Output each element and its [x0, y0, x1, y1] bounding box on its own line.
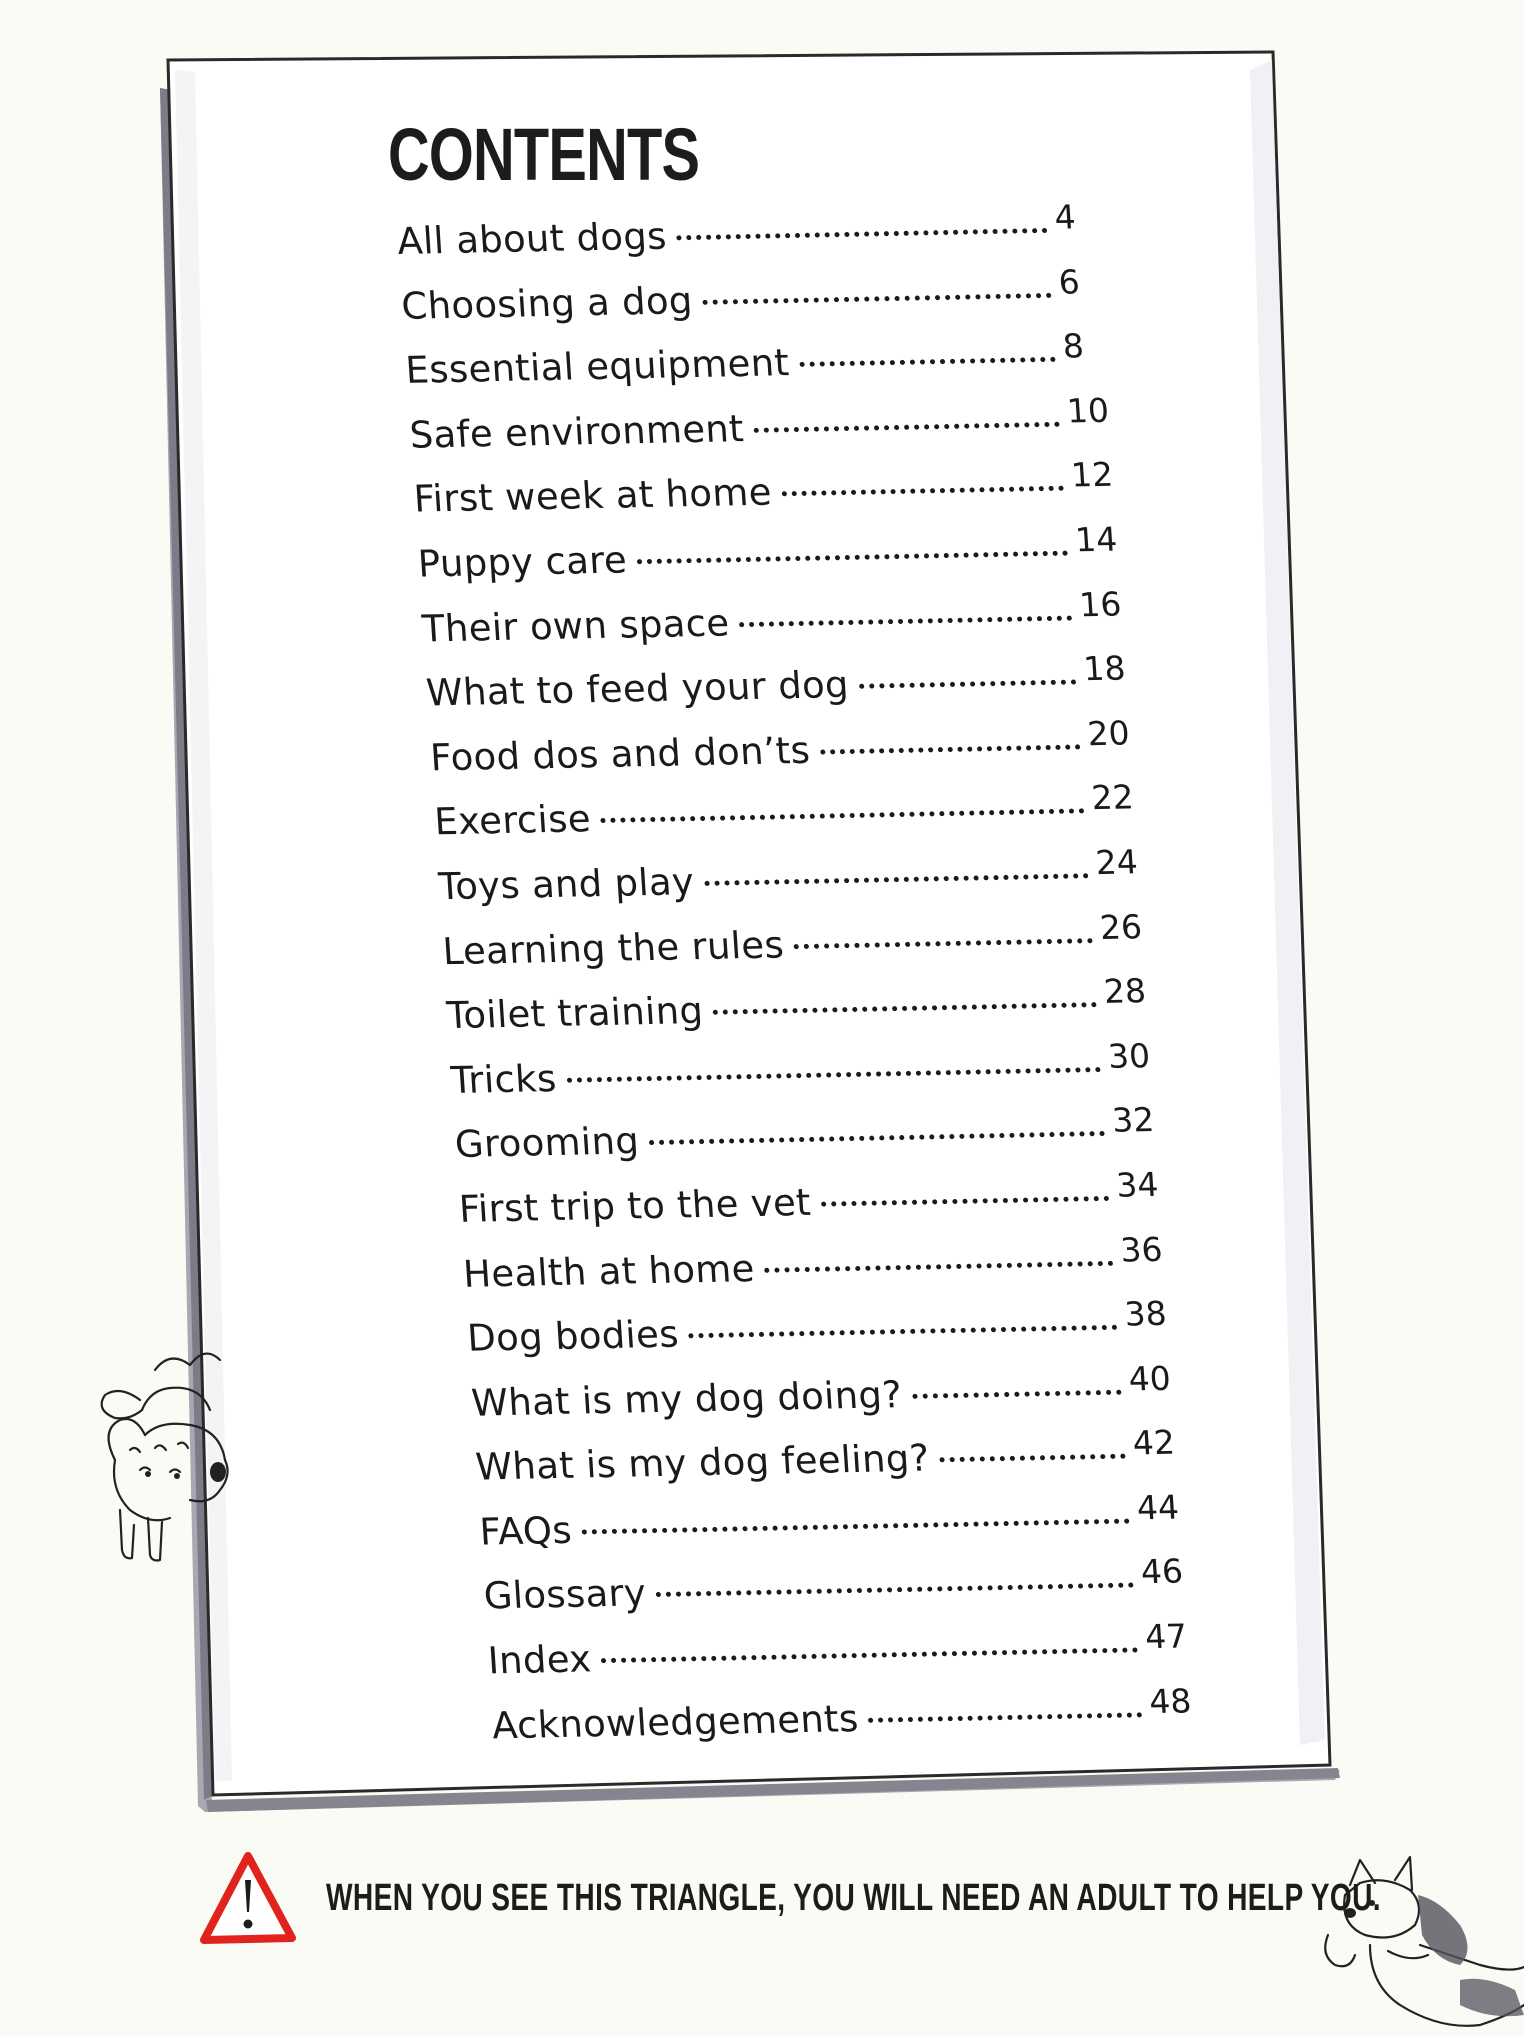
adult-help-notice	[198, 1850, 1524, 1946]
toc-entry-title: First trip to the vet	[457, 1180, 813, 1231]
dot-leader	[713, 1002, 1097, 1015]
warning-triangle-icon	[198, 1850, 298, 1946]
dot-leader	[868, 1712, 1142, 1722]
toc-entry-page-number: 12	[1069, 455, 1115, 495]
toc-entry-page-number: 46	[1139, 1551, 1185, 1592]
toc-entry-page-number: 24	[1094, 842, 1139, 883]
dot-leader	[754, 422, 1060, 433]
toc-entry-page-number: 44	[1135, 1487, 1181, 1528]
toc-entry-title: Safe environment	[408, 406, 746, 457]
dot-leader	[820, 744, 1080, 754]
toc-entry-title: Index	[486, 1637, 593, 1683]
dot-leader	[859, 680, 1077, 689]
toc-entry-page-number: 36	[1119, 1229, 1164, 1270]
dot-leader	[689, 1325, 1118, 1339]
dot-leader	[601, 1647, 1138, 1663]
toc-entry-title: Grooming	[453, 1119, 641, 1167]
toc-entry-title: Acknowledgements	[490, 1696, 860, 1748]
toc-entry-title: Toys and play	[437, 860, 696, 909]
dot-leader	[739, 615, 1072, 627]
toc-entry-page-number: 42	[1131, 1422, 1176, 1463]
toc-entry-title: Toilet training	[445, 989, 705, 1038]
toc-entry-page-number: 28	[1102, 971, 1148, 1012]
toc-entry-page-number: 4	[1053, 197, 1077, 237]
dot-leader	[677, 228, 1048, 240]
table-of-contents	[396, 197, 1215, 1769]
toc-entry-page-number: 38	[1123, 1293, 1168, 1334]
toc-entry-page-number: 8	[1061, 326, 1086, 366]
dot-leader	[649, 1131, 1105, 1145]
dot-leader	[821, 1196, 1110, 1207]
toc-entry-page-number: 40	[1127, 1358, 1172, 1399]
toc-entry-page-number: 30	[1106, 1035, 1152, 1076]
toc-entry-page-number: 18	[1082, 648, 1127, 689]
toc-entry-page-number: 6	[1057, 261, 1081, 302]
toc-entry-title: What to feed your dog	[424, 663, 851, 715]
toc-entry-page-number: 20	[1086, 713, 1131, 753]
toc-entry-page-number: 47	[1143, 1616, 1189, 1657]
toc-entry-page-number: 48	[1147, 1681, 1193, 1721]
dot-leader	[582, 1518, 1130, 1534]
toc-entry-title: Health at home	[461, 1246, 756, 1296]
dot-leader	[704, 873, 1089, 886]
warning-text: WHEN YOU SEE THIS TRIANGLE, YOU WILL NEED AN ADULT TO HELP YOU.	[326, 1876, 1381, 1919]
dot-leader	[702, 292, 1051, 304]
dot-leader	[656, 1583, 1134, 1598]
toc-entry-title: Food dos and don’ts	[428, 728, 812, 780]
toc-entry-title: What is my dog doing?	[470, 1372, 904, 1425]
toc-entry-page-number: 34	[1115, 1164, 1160, 1205]
toc-entry-title: All about dogs	[396, 214, 668, 263]
dot-leader	[799, 357, 1056, 367]
dot-leader	[601, 809, 1085, 824]
toc-entry-title: FAQs	[478, 1508, 574, 1554]
toc-entry-page-number: 32	[1110, 1100, 1156, 1141]
toc-entry-page-number: 22	[1090, 777, 1135, 818]
toc-entry-title: Their own space	[420, 600, 731, 651]
toc-entry-title: First week at home	[412, 470, 773, 522]
toc-entry-page-number: 14	[1073, 519, 1119, 560]
toc-entry-title: Puppy care	[416, 538, 629, 586]
toc-entry-title: Exercise	[433, 797, 593, 844]
toc-entry-page-number: 10	[1065, 390, 1111, 431]
toc-entry-page-number: 26	[1098, 906, 1144, 947]
toc-entry-title: Essential equipment	[404, 341, 791, 393]
dot-leader	[939, 1454, 1125, 1463]
dot-leader	[764, 1260, 1113, 1272]
toc-entry-title: Glossary	[482, 1571, 648, 1618]
page-title: CONTENTS	[388, 113, 700, 196]
dot-leader	[794, 938, 1093, 949]
toc-entry-title: What is my dog feeling?	[474, 1436, 931, 1489]
dot-leader	[912, 1389, 1122, 1398]
toc-entry-title: Tricks	[449, 1056, 558, 1102]
dot-leader	[566, 1067, 1101, 1083]
toc-entry-title: Choosing a dog	[400, 278, 694, 328]
dot-leader	[637, 551, 1068, 565]
toc-entry-title: Learning the rules	[441, 922, 786, 973]
dot-leader	[782, 486, 1064, 497]
toc-entry-page-number: 16	[1077, 584, 1123, 624]
puppy-peeking-illustration	[60, 1340, 240, 1620]
toc-entry-title: Dog bodies	[465, 1312, 680, 1360]
